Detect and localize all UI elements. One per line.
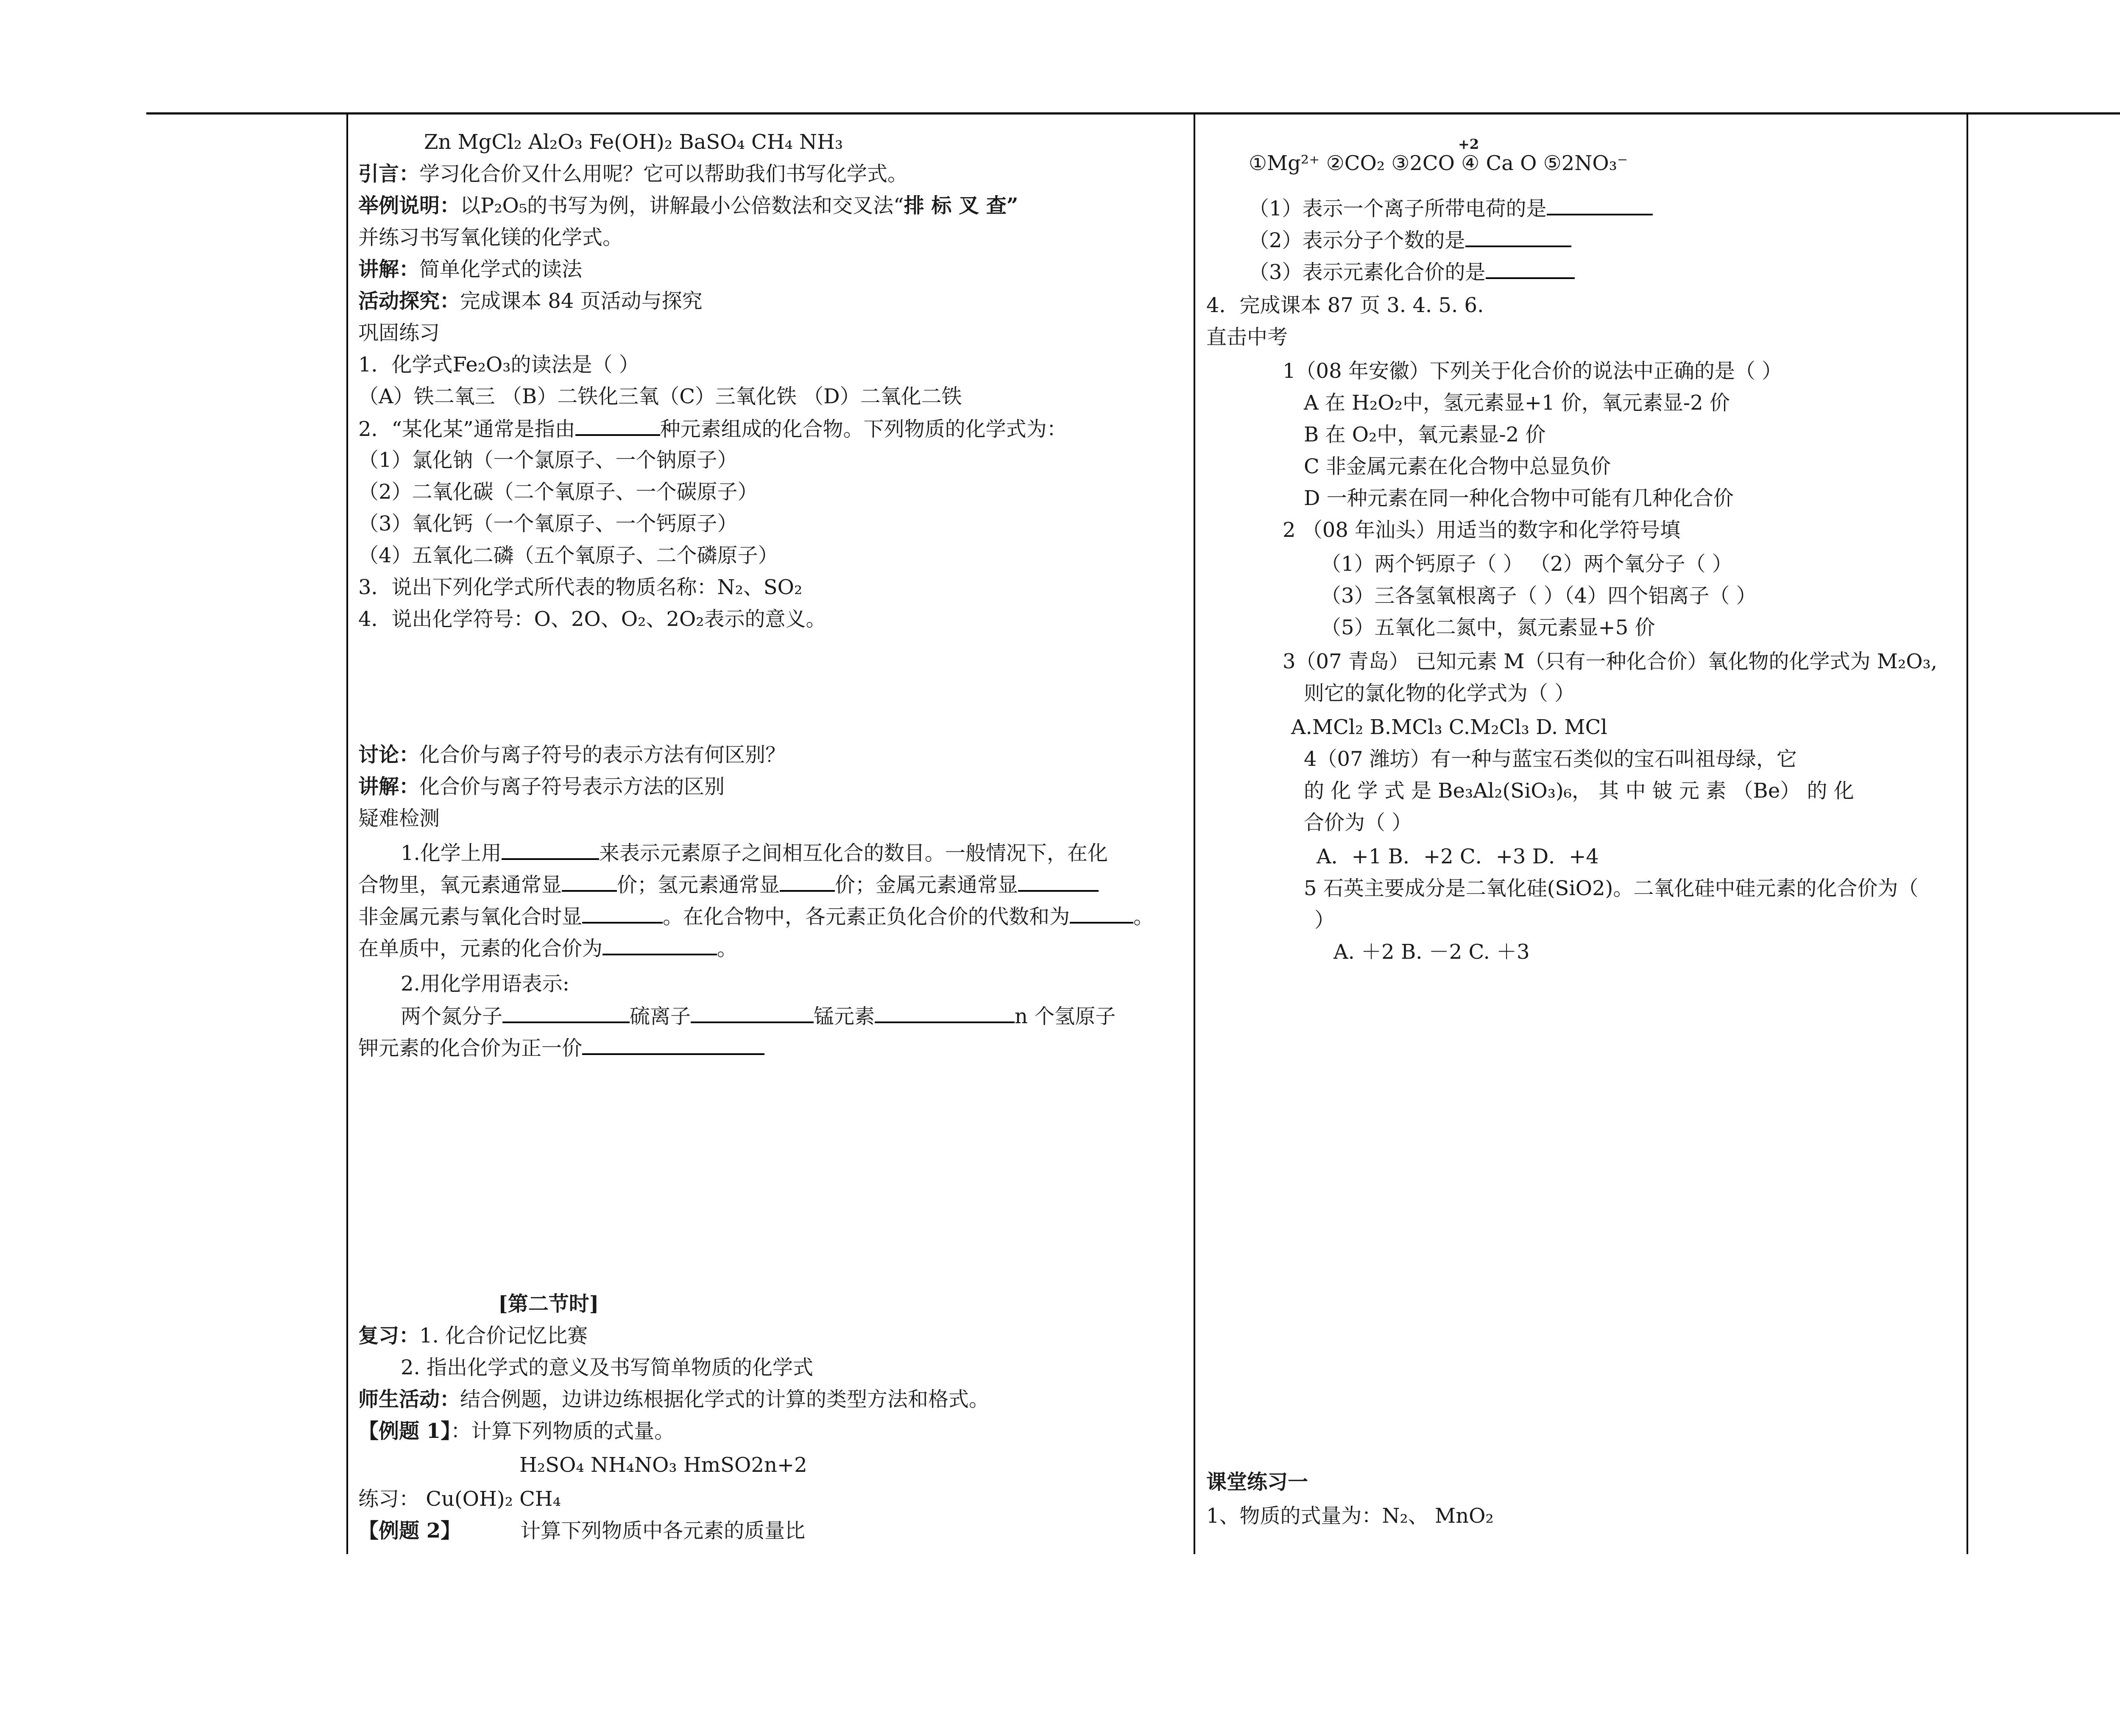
column-divider: [1194, 114, 1195, 1554]
exam-question-4-line-3: 合价为（ ）: [1304, 811, 1412, 835]
blank-line: [575, 416, 660, 436]
exam-question-4-line-1: 4（07 潍坊）有一种与蓝宝石类似的宝石叫祖母绿，它: [1304, 747, 1797, 771]
text: ：计算下列物质的式量。: [451, 1419, 675, 1443]
example-1-label: 【例题 1】: [358, 1419, 451, 1443]
example-1-line: [358, 1418, 675, 1444]
teacher-label: 师生活动：: [358, 1387, 460, 1411]
exam-question-4-options: A．+1 B．+2 C．+3 D．+4: [1317, 845, 1599, 868]
text: 价；金属元素通常显: [835, 873, 1018, 897]
blank-line: [691, 1003, 814, 1023]
formula-list: Zn MgCl₂ Al₂O₃ Fe(OH)₂ BaSO₄ CH₄ NH₃: [424, 130, 843, 154]
text: 价；氢元素通常显: [617, 873, 780, 897]
blank-line: [582, 1035, 764, 1055]
exam-question-1-option: C 非金属元素在化合物中总显负价: [1304, 455, 1611, 478]
review-line-1: [358, 1323, 588, 1348]
activity-line: [358, 288, 703, 314]
question-3: 3．说出下列化学式所代表的物质名称：N₂、SO₂: [358, 575, 803, 599]
blank-line: [603, 935, 717, 955]
question-4: 4．说出化学符号：O、2O、O₂、2O₂表示的意义。: [358, 607, 826, 631]
discuss-line: [358, 742, 786, 768]
intro-label: 引言：: [358, 162, 420, 186]
exam-question-4-line-2: 的 化 学 式 是 Be₃Al₂(SiO₃)₆， 其 中 铍 元 素 （Be） 的 化: [1304, 779, 1854, 803]
exam-question-2-item: （5）五氧化二氮中，氮元素显+5 价: [1321, 616, 1655, 639]
question-2-item: （2）二氧化碳（二个氧原子、一个碳原子）: [358, 480, 758, 504]
example-1-formulas: H₂SO₄ NH₄NO₃ HmSO2n+2: [519, 1453, 807, 1477]
right-border: [1967, 114, 1968, 1554]
intro-text: 学习化合价又什么用呢？它可以帮助我们书写化学式。: [419, 162, 908, 186]
text: n 个氢原子: [1015, 1005, 1116, 1028]
example-line-2: 并练习书写氧化镁的化学式。: [358, 226, 623, 249]
example-bold-text: 排 标 叉 查: [904, 194, 1007, 218]
blank-line: [1486, 259, 1575, 279]
difficulty-2-line-1: [401, 1003, 1116, 1029]
explain-line: [358, 257, 582, 282]
practice-formulas: 练习： Cu(OH)₂ CH₄: [358, 1487, 561, 1511]
blank-line: [1547, 195, 1653, 215]
exam-question-2-item: （1）两个钙原子（ ） （2）两个氧分子（ ）: [1321, 552, 1732, 576]
exam-question-3: 3（07 青岛） 已知元素 M（只有一种化合价）氧化物的化学式为 M₂O₃,: [1283, 650, 1938, 673]
left-column: [358, 0, 1189, 1569]
exam-question-2: 2 （08 年汕头）用适当的数字和化学符号填: [1283, 518, 1681, 542]
review-label: 复习：: [358, 1324, 420, 1348]
text: （1）表示一个离子所带电荷的是: [1249, 197, 1547, 220]
exam-question-3-line-2: 则它的氯化物的化学式为（ ）: [1304, 681, 1575, 705]
teacher-line: [358, 1387, 989, 1412]
text: 锰元素: [814, 1005, 875, 1028]
explain-text: 简单化学式的读法: [419, 257, 583, 281]
difficulty-1-line-4: [358, 935, 737, 961]
activity-label: 活动探究：: [358, 289, 460, 313]
valence-mark: +2: [1458, 136, 1479, 152]
text: （2）表示分子个数的是: [1249, 229, 1465, 252]
difficulty-2-line-2: [358, 1035, 764, 1061]
explain2-label: 讲解：: [358, 775, 420, 798]
question-1: 1．化学式Fe₂O₃的读法是（ ）: [358, 353, 639, 377]
exam-title: 直击中考: [1206, 325, 1288, 349]
explain-label: 讲解：: [358, 257, 420, 281]
item-4: 4．完成课本 87 页 3. 4. 5. 6.: [1206, 293, 1484, 317]
question-1-options: （A）铁二氧三 （B）二铁化三氧（C）三氧化铁 （D）二氧化二铁: [358, 385, 962, 408]
symbol-question-3: [1249, 259, 1575, 285]
exam-question-2-item: （3）三各氢氧根离子（ ）（4）四个铝离子（ ）: [1321, 584, 1757, 608]
exam-question-1-option: D 一种元素在同一种化合物中可能有几种化合价: [1304, 486, 1734, 510]
difficulty-2-title: 2.用化学用语表示:: [401, 972, 569, 996]
exam-question-3-options: A.MCl₂ B.MCl₃ C.M₂Cl₃ D. MCl: [1291, 715, 1607, 739]
text: 。: [717, 937, 738, 960]
example-line: [358, 193, 1018, 218]
text: 非金属元素与氧化合时显: [358, 905, 583, 929]
exam-question-1-option: A 在 H₂O₂中，氢元素显+1 价，氧元素显-2 价: [1304, 391, 1730, 415]
difficulty-1-line-3: [358, 903, 1154, 929]
text: 两个氮分子: [401, 1005, 503, 1028]
blank-line: [1018, 871, 1099, 892]
symbol-list: ①Mg²⁺ ②CO₂ ③2CO ④ Ca O ⑤2NO₃⁻: [1249, 151, 1628, 175]
text: 合物里，氧元素通常显: [358, 873, 562, 897]
text: 1. 化合价记忆比赛: [419, 1324, 588, 1348]
question-2-item: （3）氧化钙（一个氧原子、一个钙原子）: [358, 512, 738, 536]
text: 。在化合物中，各元素正负化合价的代数和为: [663, 905, 1070, 929]
exam-question-5-line-2: ）: [1314, 908, 1335, 932]
question-2-item: （1）氯化钠（一个氯原子、一个钠原子）: [358, 448, 738, 472]
exam-question-5: 5 石英主要成分是二氧化硅(SiO2)。二氧化硅中硅元素的化合价为（: [1304, 876, 1919, 900]
blank-line: [582, 903, 663, 924]
explain2-text: 化合价与离子符号表示方法的区别: [419, 775, 725, 798]
blank-line: [562, 871, 617, 892]
text: 钾元素的化合价为正一价: [358, 1036, 583, 1060]
text: 在单质中，元素的化合价为: [358, 937, 603, 960]
intro-line: [358, 161, 908, 187]
text: 结合例题，边讲边练根据化学式的计算的类型方法和格式。: [460, 1387, 990, 1411]
symbol-question-2: [1249, 227, 1571, 253]
question-2-start: 2．“某化某”通常是指由: [358, 417, 575, 441]
text: 来表示元素原子之间相互化合的数目。一般情况下，在化: [599, 841, 1108, 865]
example-label: 举例说明：: [358, 194, 460, 218]
blank-line: [1070, 903, 1133, 924]
right-column: [1206, 0, 1961, 1569]
explain2-line: [358, 774, 725, 799]
difficulty-title: 疑难检测: [358, 807, 440, 830]
text: 。: [1133, 905, 1154, 929]
blank-line: [875, 1003, 1015, 1023]
text: （3）表示元素化合价的是: [1249, 260, 1486, 284]
practice-title: 巩固练习: [358, 321, 440, 345]
discuss-text: 化合价与离子符号的表示方法有何区别？: [419, 743, 786, 767]
activity-text: 完成课本 84 页活动与探究: [460, 289, 703, 313]
exam-question-1: 1（08 年安徽）下列关于化合价的说法中正确的是（ ）: [1283, 359, 1782, 383]
blank-line: [1465, 227, 1571, 247]
exam-question-5-options: A. ＋2 B. －2 C. ＋3: [1333, 940, 1530, 964]
text: 1.化学上用: [401, 841, 502, 865]
exam-question-1-option: B 在 O₂中，氧元素显-2 价: [1304, 423, 1546, 447]
text: 计算下列物质中各元素的质量比: [520, 1519, 806, 1543]
blank-line: [502, 840, 599, 860]
example-text: 以P₂O₅的书写为例，讲解最小公倍数法和交叉法“: [460, 194, 904, 218]
difficulty-1-line-1: [401, 840, 1108, 866]
review-line-2: 2. 指出化学式的意义及书写简单物质的化学式: [401, 1356, 814, 1379]
text: 硫离子: [630, 1005, 691, 1028]
example-2-line: [358, 1518, 805, 1543]
example-2-label: 【例题 2】: [358, 1519, 461, 1543]
question-2-item: （4）五氧化二磷（五个氧原子、二个磷原子）: [358, 544, 778, 567]
question-2: [358, 416, 1067, 442]
question-2-end: 种元素组成的化合物。下列物质的化学式为：: [660, 417, 1067, 441]
class-practice-title: 课堂练习一: [1206, 1470, 1308, 1494]
lesson-2-title: [第二节时]: [498, 1292, 599, 1316]
discuss-label: 讨论：: [358, 743, 420, 767]
blank-line: [502, 1003, 630, 1023]
difficulty-1-line-2: [358, 871, 1099, 898]
symbol-question-1: [1249, 195, 1653, 221]
class-practice-1: 1、物质的式量为：N₂、 MnO₂: [1206, 1504, 1494, 1528]
example-end: ”: [1006, 194, 1018, 218]
blank-line: [780, 871, 835, 892]
left-border: [346, 114, 348, 1554]
